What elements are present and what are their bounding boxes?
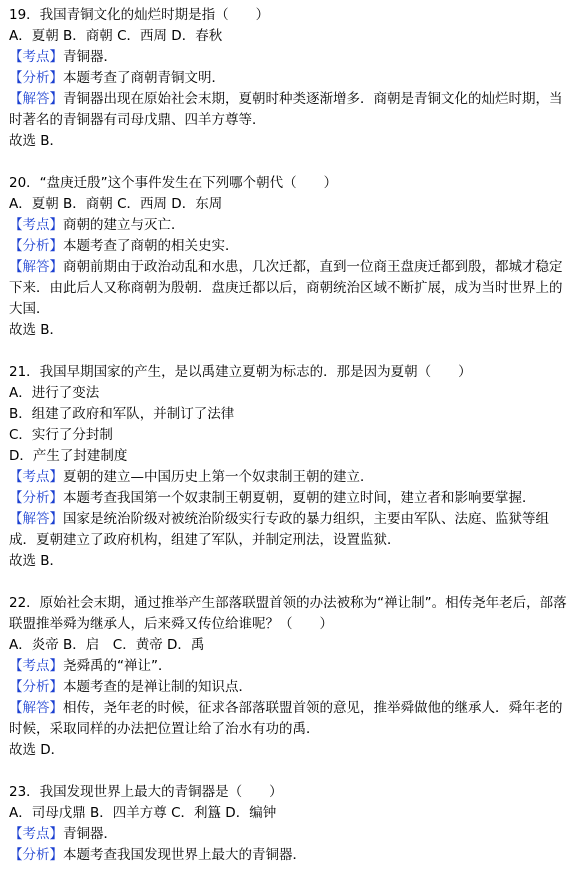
question-options: A．炎帝 B．启 C．黄帝 D．禹 [9, 637, 205, 653]
fenxi-row [9, 488, 571, 509]
question-20 [9, 173, 571, 341]
kaodian-text: 夏朝的建立—中国历史上第一个奴隶制王朝的建立． [63, 469, 374, 485]
jieda-text: 青铜器出现在原始社会末期，夏朝时种类逐渐增多．商朝是青铜文化的灿烂时期，当时著名的青铜器有司母戊鼎、四羊方尊等． [9, 91, 563, 128]
answer-line: 故选 B． [9, 133, 64, 149]
question-19 [9, 5, 571, 152]
spacer [9, 761, 571, 782]
kaodian-row [9, 824, 571, 845]
kaodian-tag: 【考点】 [9, 826, 63, 842]
fenxi-row [9, 845, 571, 866]
spacer [9, 341, 571, 362]
question-stem: 20．“盘庚迁殷”这个事件发生在下列哪个朝代（ ） [9, 175, 338, 191]
answer-line: 故选 B． [9, 322, 64, 338]
question-stem: 19．我国青铜文化的灿烂时期是指（ ） [9, 7, 270, 23]
spacer [9, 152, 571, 173]
question-options: A．司母戊鼎 B．四羊方尊 C．利簋 D．编钟 [9, 805, 277, 821]
option-b: B．组建了政府和军队，并制订了法律 [9, 406, 235, 422]
fenxi-text: 本题考查我国发现世界上最大的青铜器． [63, 847, 306, 863]
kaodian-row [9, 47, 571, 68]
question-23 [9, 782, 571, 866]
fenxi-text: 本题考查我国第一个奴隶制王朝夏朝，夏朝的建立时间，建立者和影响要掌握． [63, 490, 536, 506]
fenxi-tag: 【分析】 [9, 238, 63, 254]
fenxi-row [9, 236, 571, 257]
jieda-tag: 【解答】 [9, 511, 63, 527]
jieda-row [9, 257, 571, 320]
fenxi-row [9, 68, 571, 89]
kaodian-tag: 【考点】 [9, 469, 63, 485]
jieda-tag: 【解答】 [9, 259, 63, 275]
answer-line: 故选 B． [9, 553, 64, 569]
spacer [9, 572, 571, 593]
question-stem: 22．原始社会末期，通过推举产生部落联盟首领的办法被称为“禅让制”。相传尧年老后，部落联盟推举舜为继承人，后来舜又传位给谁呢？（ ） [9, 595, 567, 632]
kaodian-tag: 【考点】 [9, 49, 63, 65]
fenxi-tag: 【分析】 [9, 70, 63, 86]
jieda-tag: 【解答】 [9, 700, 63, 716]
kaodian-row [9, 656, 571, 677]
fenxi-row [9, 677, 571, 698]
fenxi-tag: 【分析】 [9, 847, 63, 863]
question-22 [9, 593, 571, 761]
jieda-text: 国家是统治阶级对被统治阶级实行专政的暴力组织，主要由军队、法庭、监狱等组成．夏朝建立了政府机构，组建了军队，并制定刑法，设置监狱． [9, 511, 549, 548]
fenxi-text: 本题考查了商朝青铜文明． [63, 70, 225, 86]
question-stem: 23．我国发现世界上最大的青铜器是（ ） [9, 784, 283, 800]
option-c: C．实行了分封制 [9, 427, 113, 443]
kaodian-row [9, 467, 571, 488]
kaodian-text: 商朝的建立与灭亡． [63, 217, 185, 233]
answer-line: 故选 D． [9, 742, 65, 758]
jieda-text: 相传，尧年老的时候，征求各部落联盟首领的意见，推举舜做他的继承人．舜年老的时候，采取同样的办法把位置让给了治水有功的禹． [9, 700, 563, 737]
option-d: D．产生了封建制度 [9, 448, 128, 464]
kaodian-text: 青铜器． [63, 826, 117, 842]
question-options: A．夏朝 B．商朝 C．西周 D．东周 [9, 196, 223, 212]
question-21 [9, 362, 571, 572]
kaodian-text: 青铜器． [63, 49, 117, 65]
question-options: A．夏朝 B．商朝 C．西周 D．春秋 [9, 28, 223, 44]
kaodian-text: 尧舜禹的“禅让”． [63, 658, 172, 674]
jieda-tag: 【解答】 [9, 91, 63, 107]
fenxi-text: 本题考查了商朝的相关史实． [63, 238, 239, 254]
option-a: A．进行了变法 [9, 385, 100, 401]
jieda-row [9, 698, 571, 740]
jieda-row [9, 509, 571, 551]
kaodian-tag: 【考点】 [9, 217, 63, 233]
jieda-text: 商朝前期由于政治动乱和水患，几次迁都，直到一位商王盘庚迁都到殷，都城才稳定下来．由此后人又称商朝为殷朝．盘庚迁都以后，商朝统治区域不断扩展，成为当时世界上的大国． [9, 259, 563, 317]
jieda-row [9, 89, 571, 131]
fenxi-tag: 【分析】 [9, 490, 63, 506]
kaodian-row [9, 215, 571, 236]
kaodian-tag: 【考点】 [9, 658, 63, 674]
question-stem: 21．我国早期国家的产生，是以禹建立夏朝为标志的．那是因为夏朝（ ） [9, 364, 472, 380]
exam-document [9, 5, 571, 866]
fenxi-text: 本题考查的是禅让制的知识点． [63, 679, 252, 695]
fenxi-tag: 【分析】 [9, 679, 63, 695]
